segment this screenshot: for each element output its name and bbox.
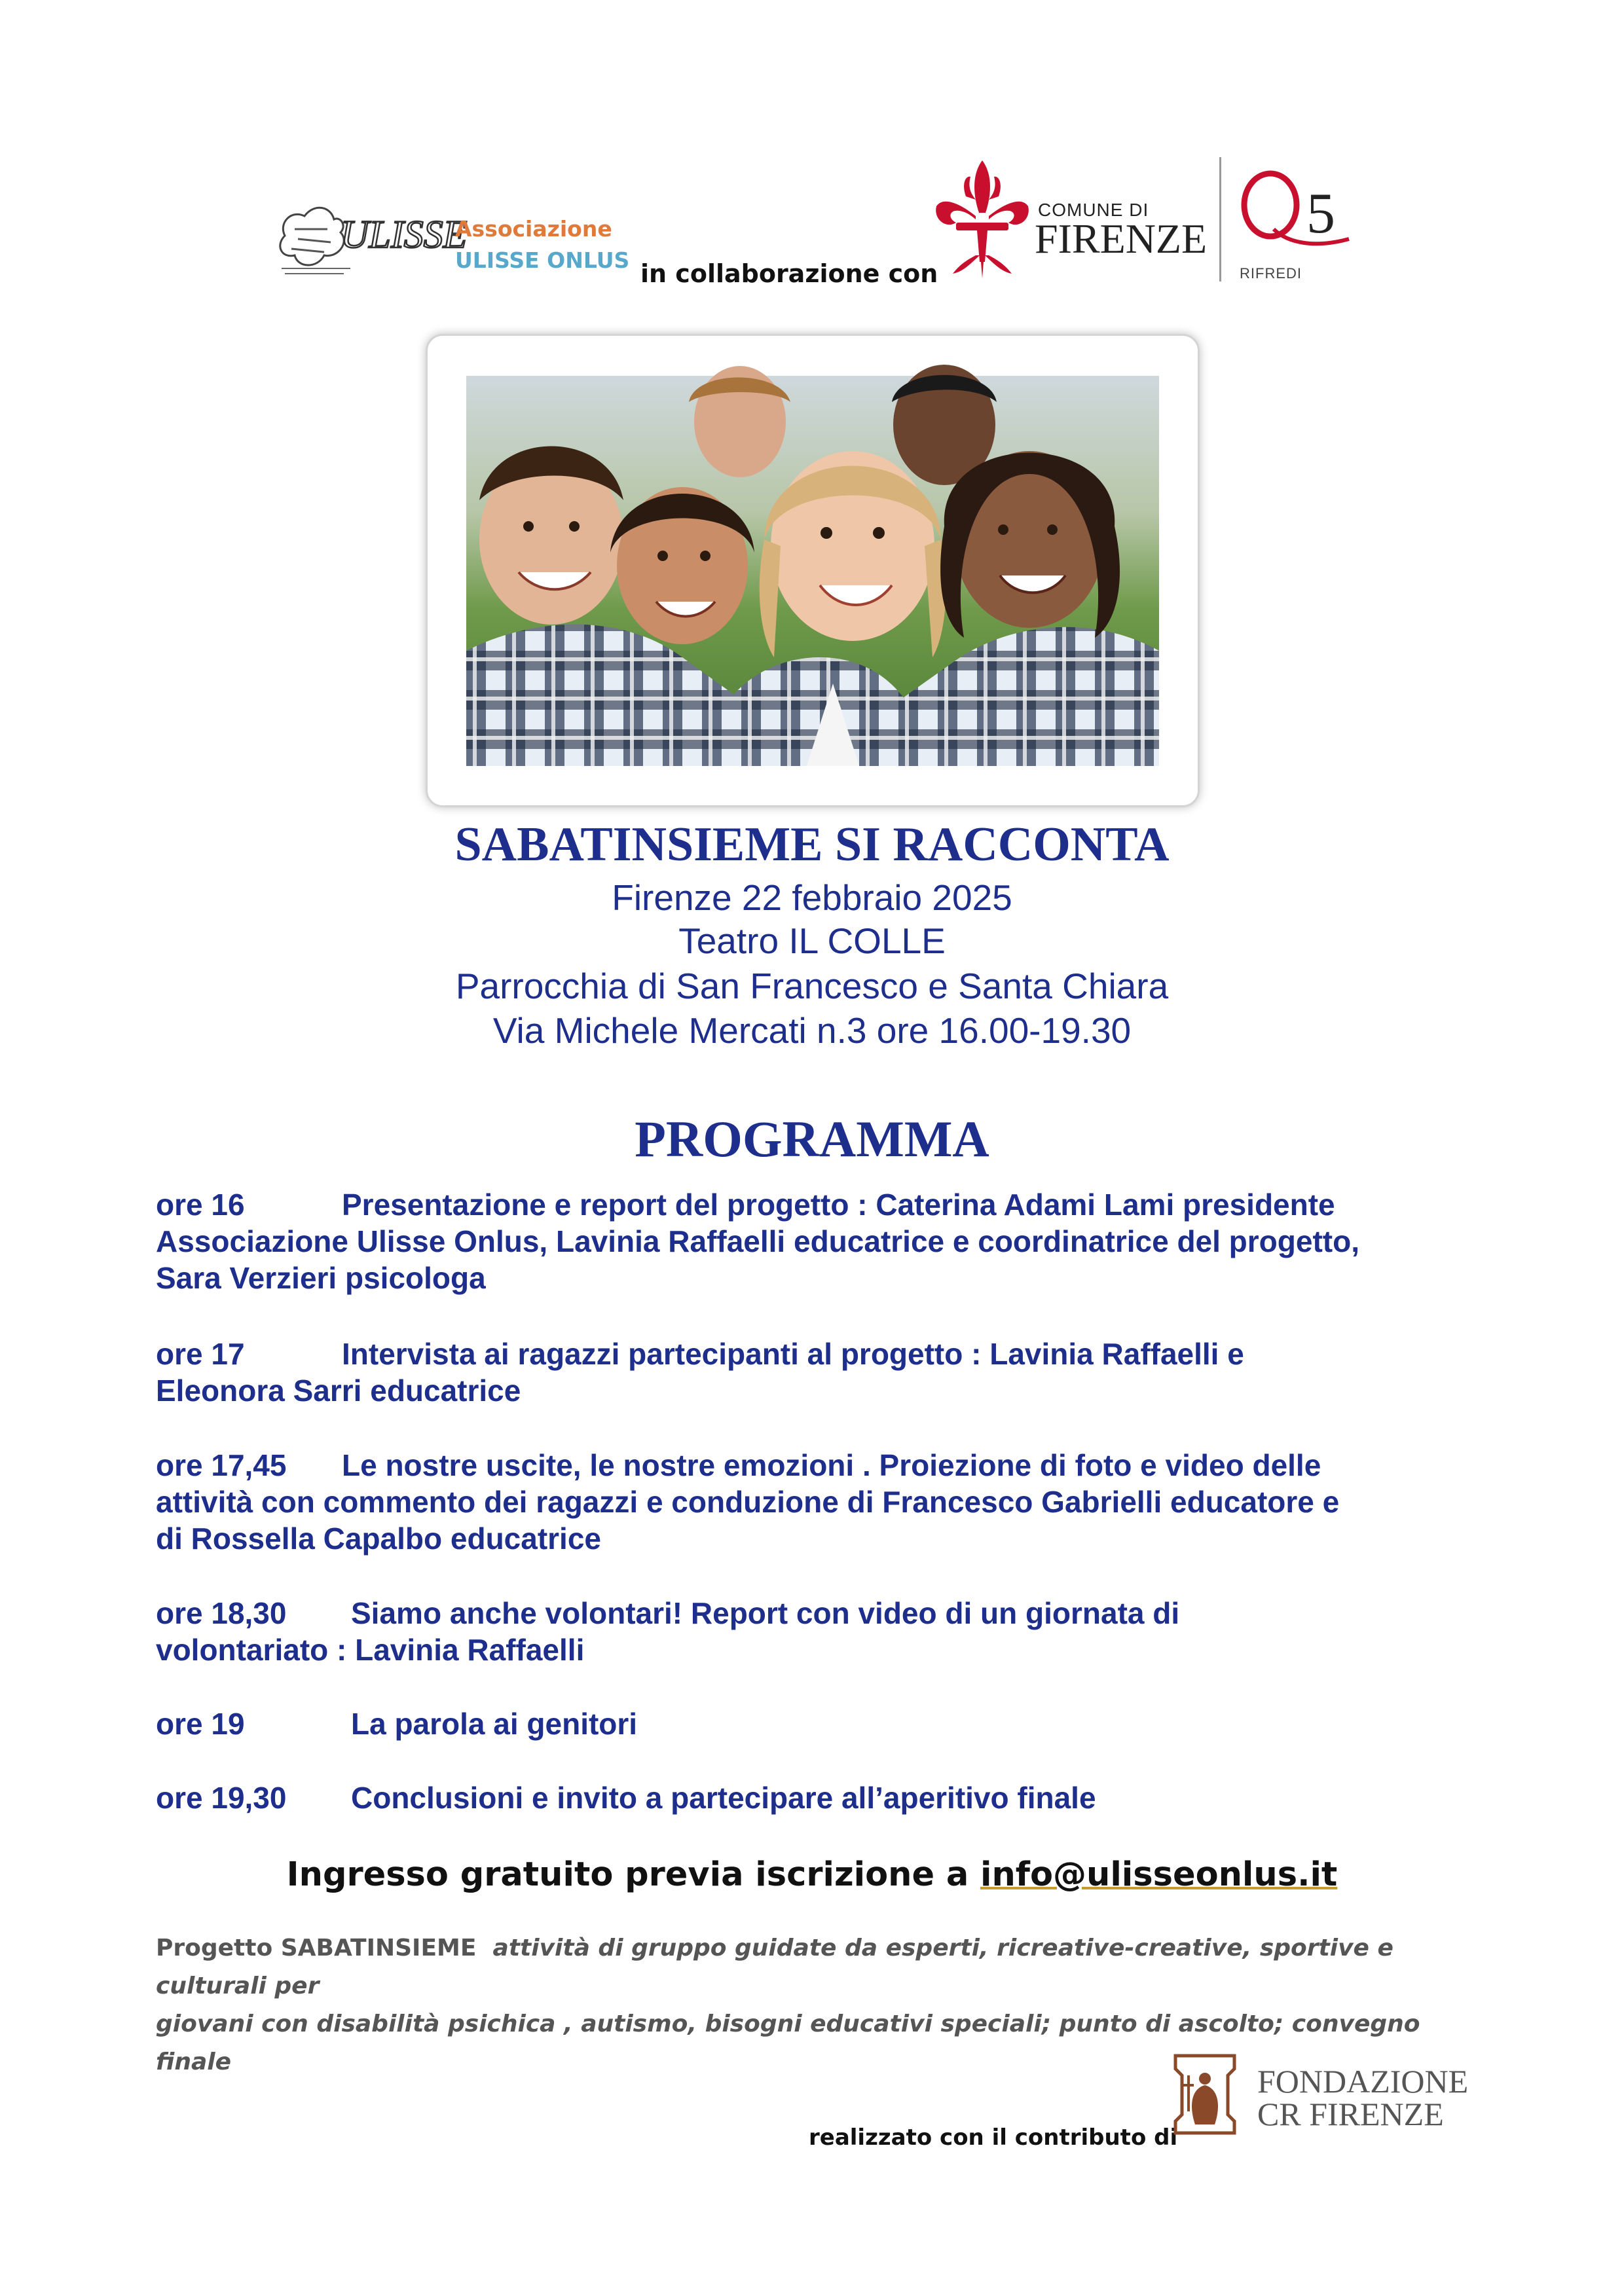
schedule-text: attività con commento dei ragazzi e conduzione di Francesco Gabrielli educatore e (156, 1485, 1340, 1519)
programme-heading: PROGRAMMA (635, 1110, 989, 1167)
schedule-time: ore 17 (156, 1337, 245, 1371)
schedule-text: volontariato : Lavinia Raffaelli (156, 1633, 585, 1667)
schedule-item (156, 1336, 1524, 1409)
schedule-time: ore 19 (156, 1707, 245, 1741)
event-address: Via Michele Mercati n.3 ore 16.00-19.30 (492, 1010, 1132, 1051)
event-parish: Parrocchia di San Francesco e Santa Chiara (455, 966, 1169, 1006)
schedule-text: Intervista ai ragazzi partecipanti al progetto : Lavinia Raffaelli e (342, 1337, 1244, 1371)
entry-email-link[interactable]: info@ulisseonlus.it (980, 1855, 1338, 1894)
group-selfie-photo (466, 376, 1159, 766)
association-name: ULISSE ONLUS (455, 247, 630, 273)
fondazione-cr-firenze-logo (1169, 2049, 1241, 2138)
schedule-text: di Rossella Capalbo educatrice (156, 1522, 602, 1556)
schedule-text: Eleonora Sarri educatrice (156, 1374, 521, 1408)
header-divider (1219, 157, 1221, 282)
schedule-time: ore 16 (156, 1188, 245, 1222)
event-date: Firenze 22 febbraio 2025 (612, 877, 1012, 918)
firenze-label: FIRENZE (1035, 215, 1208, 262)
project-label: Progetto SABATINSIEME (156, 1935, 477, 1961)
schedule-item (156, 1779, 1524, 1816)
q5-logo (1234, 167, 1352, 259)
schedule-text: Presentazione e report del progetto : Caterina Adami Lami presidente (342, 1188, 1335, 1222)
schedule-time: ore 17,45 (156, 1448, 287, 1482)
schedule-time: ore 18,30 (156, 1596, 287, 1630)
event-venue: Teatro IL COLLE (678, 920, 946, 961)
schedule-item (156, 1705, 1524, 1742)
project-desc-line: attività di gruppo guidate da esperti, ricreative-creative, sportive e culturali per (156, 1935, 1393, 1999)
fondazione-name-line2: CR FIRENZE (1257, 2096, 1444, 2132)
schedule-text: Sara Verzieri psicologa (156, 1261, 486, 1295)
rifredi-label: RIFREDI (1240, 265, 1302, 282)
schedule-time: ore 19,30 (156, 1781, 287, 1815)
fondazione-name-line1: FONDAZIONE (1257, 2063, 1469, 2100)
comune-label: COMUNE DI (1038, 200, 1149, 220)
svg-text:5: 5 (1306, 182, 1335, 246)
association-label: Associazione (455, 216, 612, 242)
schedule-text: Conclusioni e invito a partecipare all’aperitivo finale (351, 1781, 1096, 1815)
florence-lily-icon (930, 157, 1035, 282)
schedule-item (156, 1447, 1524, 1557)
schedule-text: La parola ai genitori (351, 1707, 638, 1741)
event-title: SABATINSIEME SI RACCONTA (454, 818, 1170, 871)
schedule-text: Le nostre uscite, le nostre emozioni . Proiezione di foto e video delle (342, 1448, 1321, 1482)
entry-line (0, 1855, 1624, 1894)
entry-text: Ingresso gratuito previa iscrizione a (286, 1855, 980, 1894)
ulisse-logo (272, 196, 468, 282)
schedule-text: Siamo anche volontari! Report con video di un giornata di (351, 1596, 1180, 1630)
schedule-item (156, 1186, 1524, 1296)
schedule-text: Associazione Ulisse Onlus, Lavinia Raffaelli educatrice e coordinatrice del progetto, (156, 1224, 1359, 1258)
collaboration-text: in collaborazione con (640, 259, 938, 288)
svg-text:ULISSE: ULISSE (341, 213, 468, 256)
project-desc-line: giovani con disabilità psichica , autismo, bisogni educativi speciali; punto di ascolto; convegno finale (156, 2011, 1420, 2075)
funded-by-text: realizzato con il contributo di (809, 2124, 1178, 2151)
project-description (156, 1929, 1472, 2081)
schedule-item (156, 1595, 1524, 1668)
